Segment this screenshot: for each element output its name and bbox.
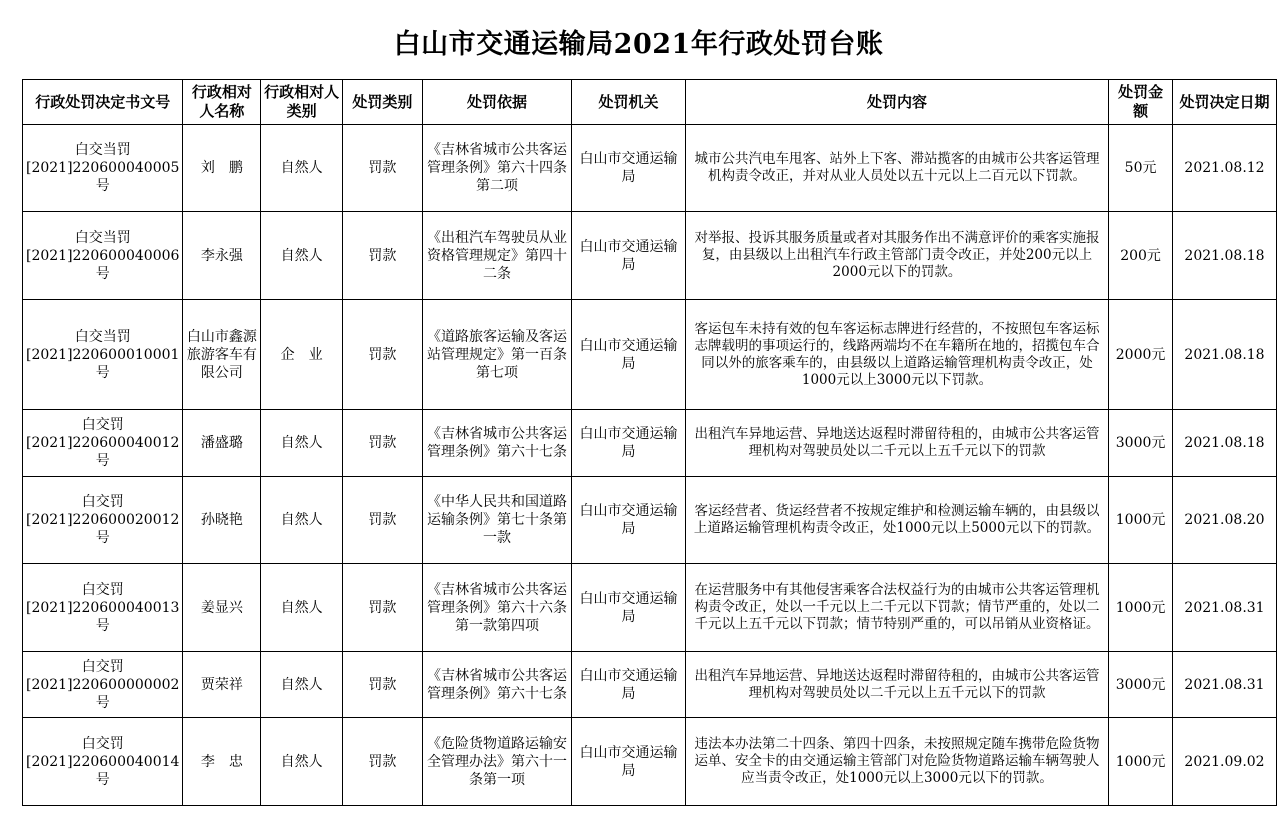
cell-party-name: 潘盛璐 — [183, 410, 261, 477]
cell-party-name: 刘 鹏 — [183, 125, 261, 212]
cell-doc-no: 白交罚[2021]220600040012号 — [23, 410, 183, 477]
header-party-type: 行政相对人类别 — [261, 80, 343, 125]
cell-date: 2021.09.02 — [1173, 718, 1277, 806]
cell-amount: 50元 — [1109, 125, 1173, 212]
cell-date: 2021.08.18 — [1173, 410, 1277, 477]
cell-authority: 白山市交通运输局 — [572, 410, 686, 477]
cell-amount: 200元 — [1109, 212, 1173, 300]
penalty-ledger-table — [22, 79, 1277, 806]
cell-party-name: 贾荣祥 — [183, 652, 261, 718]
header-doc-no: 行政处罚决定书文号 — [23, 80, 183, 125]
cell-basis: 《中华人民共和国道路运输条例》第七十条第一款 — [422, 477, 571, 564]
cell-party-type: 自然人 — [261, 477, 343, 564]
cell-party-type: 自然人 — [261, 564, 343, 652]
cell-date: 2021.08.31 — [1173, 564, 1277, 652]
cell-content: 出租汽车异地运营、异地送达返程时滞留待租的，由城市公共客运管理机构对驾驶员处以二千元以上五千元以下的罚款 — [685, 410, 1108, 477]
cell-party-name: 白山市鑫源旅游客车有限公司 — [183, 300, 261, 410]
cell-amount: 3000元 — [1109, 652, 1173, 718]
cell-category: 罚款 — [343, 410, 423, 477]
cell-party-name: 姜显兴 — [183, 564, 261, 652]
header-decision-date: 处罚决定日期 — [1173, 80, 1277, 125]
cell-category: 罚款 — [343, 718, 423, 806]
cell-doc-no: 白交罚[2021]220600040014号 — [23, 718, 183, 806]
cell-basis: 《危险货物道路运输安全管理办法》第六十一条第一项 — [422, 718, 571, 806]
cell-doc-no: 白交罚[2021]220600040013号 — [23, 564, 183, 652]
cell-content: 出租汽车异地运营、异地送达返程时滞留待租的，由城市公共客运管理机构对驾驶员处以二千元以上五千元以下的罚款 — [685, 652, 1108, 718]
cell-date: 2021.08.18 — [1173, 300, 1277, 410]
cell-amount: 1000元 — [1109, 477, 1173, 564]
page-title: 白山市交通运输局2021年行政处罚台账 — [393, 29, 884, 60]
cell-basis: 《吉林省城市公共客运管理条例》第六十七条 — [422, 652, 571, 718]
cell-party-name: 李永强 — [183, 212, 261, 300]
cell-category: 罚款 — [343, 212, 423, 300]
cell-date: 2021.08.31 — [1173, 652, 1277, 718]
cell-content: 城市公共汽电车甩客、站外上下客、滞站揽客的由城市公共客运管理机构责令改正，并对从业人员处以五十元以上二百元以下罚款。 — [685, 125, 1108, 212]
cell-party-type: 自然人 — [261, 718, 343, 806]
header-party-name: 行政相对人名称 — [183, 80, 261, 125]
cell-party-name: 李 忠 — [183, 718, 261, 806]
table-row — [23, 212, 1277, 300]
cell-authority: 白山市交通运输局 — [572, 564, 686, 652]
table-row — [23, 564, 1277, 652]
cell-basis: 《吉林省城市公共客运管理条例》第六十六条第一款第四项 — [422, 564, 571, 652]
cell-category: 罚款 — [343, 652, 423, 718]
cell-authority: 白山市交通运输局 — [572, 652, 686, 718]
cell-party-type: 自然人 — [261, 212, 343, 300]
cell-amount: 2000元 — [1109, 300, 1173, 410]
table-row — [23, 125, 1277, 212]
cell-date: 2021.08.18 — [1173, 212, 1277, 300]
cell-authority: 白山市交通运输局 — [572, 718, 686, 806]
cell-category: 罚款 — [343, 300, 423, 410]
cell-basis: 《道路旅客运输及客运站管理规定》第一百条第七项 — [422, 300, 571, 410]
cell-party-type: 自然人 — [261, 410, 343, 477]
cell-party-name: 孙晓艳 — [183, 477, 261, 564]
table-row — [23, 652, 1277, 718]
cell-authority: 白山市交通运输局 — [572, 477, 686, 564]
cell-basis: 《吉林省城市公共客运管理条例》第六十七条 — [422, 410, 571, 477]
cell-doc-no: 白交当罚[2021]220600010001号 — [23, 300, 183, 410]
cell-category: 罚款 — [343, 477, 423, 564]
cell-category: 罚款 — [343, 125, 423, 212]
cell-basis: 《出租汽车驾驶员从业资格管理规定》第四十二条 — [422, 212, 571, 300]
header-penalty-amount: 处罚金额 — [1109, 80, 1173, 125]
cell-amount: 3000元 — [1109, 410, 1173, 477]
cell-content: 违法本办法第二十四条、第四十四条，未按照规定随车携带危险货物运单、安全卡的由交通运输主管部门对危险货物道路运输车辆驾驶人应当责令改正，处1000元以上3000元以下的罚款。 — [685, 718, 1108, 806]
cell-doc-no: 白交当罚[2021]220600040005号 — [23, 125, 183, 212]
cell-content: 在运营服务中有其他侵害乘客合法权益行为的由城市公共客运管理机构责令改正，处以一千元以上二千元以下罚款；情节严重的，处以二千元以上五千元以下罚款；情节特别严重的，可以吊销从业资格证。 — [685, 564, 1108, 652]
table-row — [23, 477, 1277, 564]
cell-authority: 白山市交通运输局 — [572, 125, 686, 212]
cell-content: 客运包车未持有效的包车客运标志牌进行经营的，不按照包车客运标志牌载明的事项运行的，线路两端均不在车籍所在地的，招揽包车合同以外的旅客乘车的，由县级以上道路运输管理机构责令改正，处1000元以上3000元以下罚款。 — [685, 300, 1108, 410]
cell-basis: 《吉林省城市公共客运管理条例》第六十四条第二项 — [422, 125, 571, 212]
cell-doc-no: 白交罚[2021]220600000002号 — [23, 652, 183, 718]
cell-party-type: 企 业 — [261, 300, 343, 410]
cell-doc-no: 白交当罚[2021]220600040006号 — [23, 212, 183, 300]
header-penalty-category: 处罚类别 — [343, 80, 423, 125]
cell-content: 客运经营者、货运经营者不按规定维护和检测运输车辆的，由县级以上道路运输管理机构责令改正，处1000元以上5000元以下的罚款。 — [685, 477, 1108, 564]
cell-authority: 白山市交通运输局 — [572, 300, 686, 410]
header-penalty-content: 处罚内容 — [685, 80, 1108, 125]
cell-party-type: 自然人 — [261, 125, 343, 212]
cell-amount: 1000元 — [1109, 564, 1173, 652]
cell-content: 对举报、投诉其服务质量或者对其服务作出不满意评价的乘客实施报复，由县级以上出租汽车行政主管部门责令改正，并处200元以上2000元以下的罚款。 — [685, 212, 1108, 300]
table-row — [23, 410, 1277, 477]
cell-date: 2021.08.12 — [1173, 125, 1277, 212]
cell-party-type: 自然人 — [261, 652, 343, 718]
table-header-row — [23, 80, 1277, 125]
table-row — [23, 718, 1277, 806]
table-row — [23, 300, 1277, 410]
header-penalty-authority: 处罚机关 — [572, 80, 686, 125]
header-penalty-basis: 处罚依据 — [422, 80, 571, 125]
cell-authority: 白山市交通运输局 — [572, 212, 686, 300]
cell-doc-no: 白交罚[2021]220600020012号 — [23, 477, 183, 564]
cell-amount: 1000元 — [1109, 718, 1173, 806]
cell-date: 2021.08.20 — [1173, 477, 1277, 564]
cell-category: 罚款 — [343, 564, 423, 652]
